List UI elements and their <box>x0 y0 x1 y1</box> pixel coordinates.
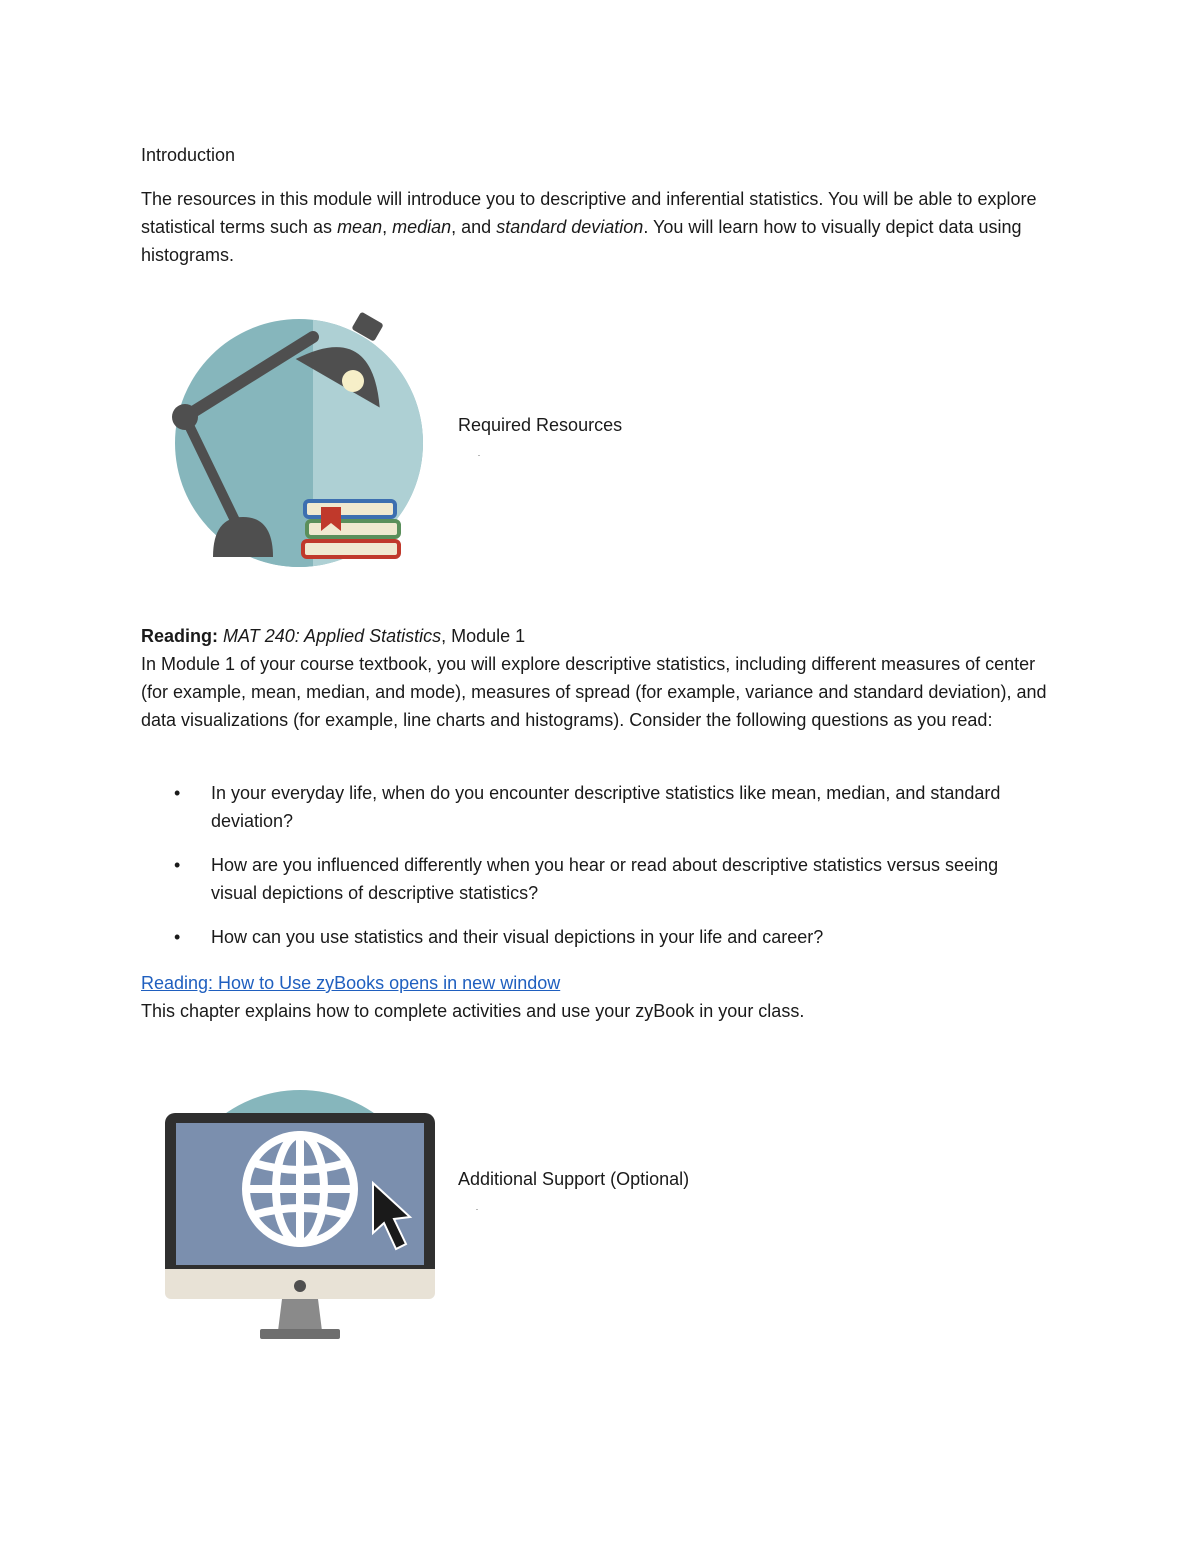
list-item <box>141 851 1041 907</box>
required-resources-label: Required Resources <box>458 415 623 435</box>
zybooks-reading-description: This chapter explains how to complete activities and use your zyBook in your class. <box>141 1001 805 1021</box>
bullet-icon: • <box>174 927 181 947</box>
list-item <box>141 779 1041 835</box>
tiny-placeholder-mark <box>476 1209 478 1210</box>
reading-description: In Module 1 of your course textbook, you will explore descriptive statistics, including different measures of center (for example, mean, median, and mode), measures of spread (for example, variance and standard deviation), and data visualizations (for example, line charts and histograms). Consider the following questions as you read: <box>141 654 1047 730</box>
bullet-icon: • <box>174 783 181 803</box>
term-median: median <box>392 217 452 237</box>
monitor-globe-cursor-icon <box>160 1085 440 1345</box>
reading-title-line <box>141 622 1061 650</box>
term-standard-deviation: standard deviation <box>496 217 644 237</box>
desk-lamp-books-icon <box>165 305 435 575</box>
intro-paragraph <box>141 185 1061 269</box>
zybooks-reading-link[interactable]: Reading: How to Use zyBooks opens in new window <box>141 973 561 993</box>
question-text: In your everyday life, when do you encounter descriptive statistics like mean, median, and standard deviation? <box>211 783 1001 831</box>
question-text: How can you use statistics and their visual depictions in your life and career? <box>211 927 824 947</box>
intro-separator-2: , and <box>451 217 497 237</box>
reading-label: Reading: <box>141 626 219 646</box>
reading-questions-list <box>141 779 1041 967</box>
question-text: How are you influenced differently when you hear or read about descriptive statistics versus seeing visual depictions of descriptive statistics? <box>211 855 999 903</box>
module-suffix: , Module 1 <box>441 626 526 646</box>
list-item <box>141 923 1041 951</box>
zybooks-reading-link-line <box>141 969 560 997</box>
intro-separator-1: , <box>382 217 393 237</box>
reading-module-1 <box>141 622 1061 734</box>
intro-text-part2: . You will learn how to visually depict data using histograms. <box>141 217 1022 265</box>
tiny-placeholder-mark <box>478 455 480 456</box>
bullet-icon: • <box>174 855 181 875</box>
additional-support-label: Additional Support (Optional) <box>458 1169 690 1189</box>
section-heading-introduction: Introduction <box>141 145 236 165</box>
term-mean: mean <box>337 217 383 237</box>
textbook-title: MAT 240: Applied Statistics <box>223 626 442 646</box>
intro-text-part1: The resources in this module will introduce you to descriptive and inferential statistics. You will be able to explore statistical terms such as <box>141 189 1037 237</box>
